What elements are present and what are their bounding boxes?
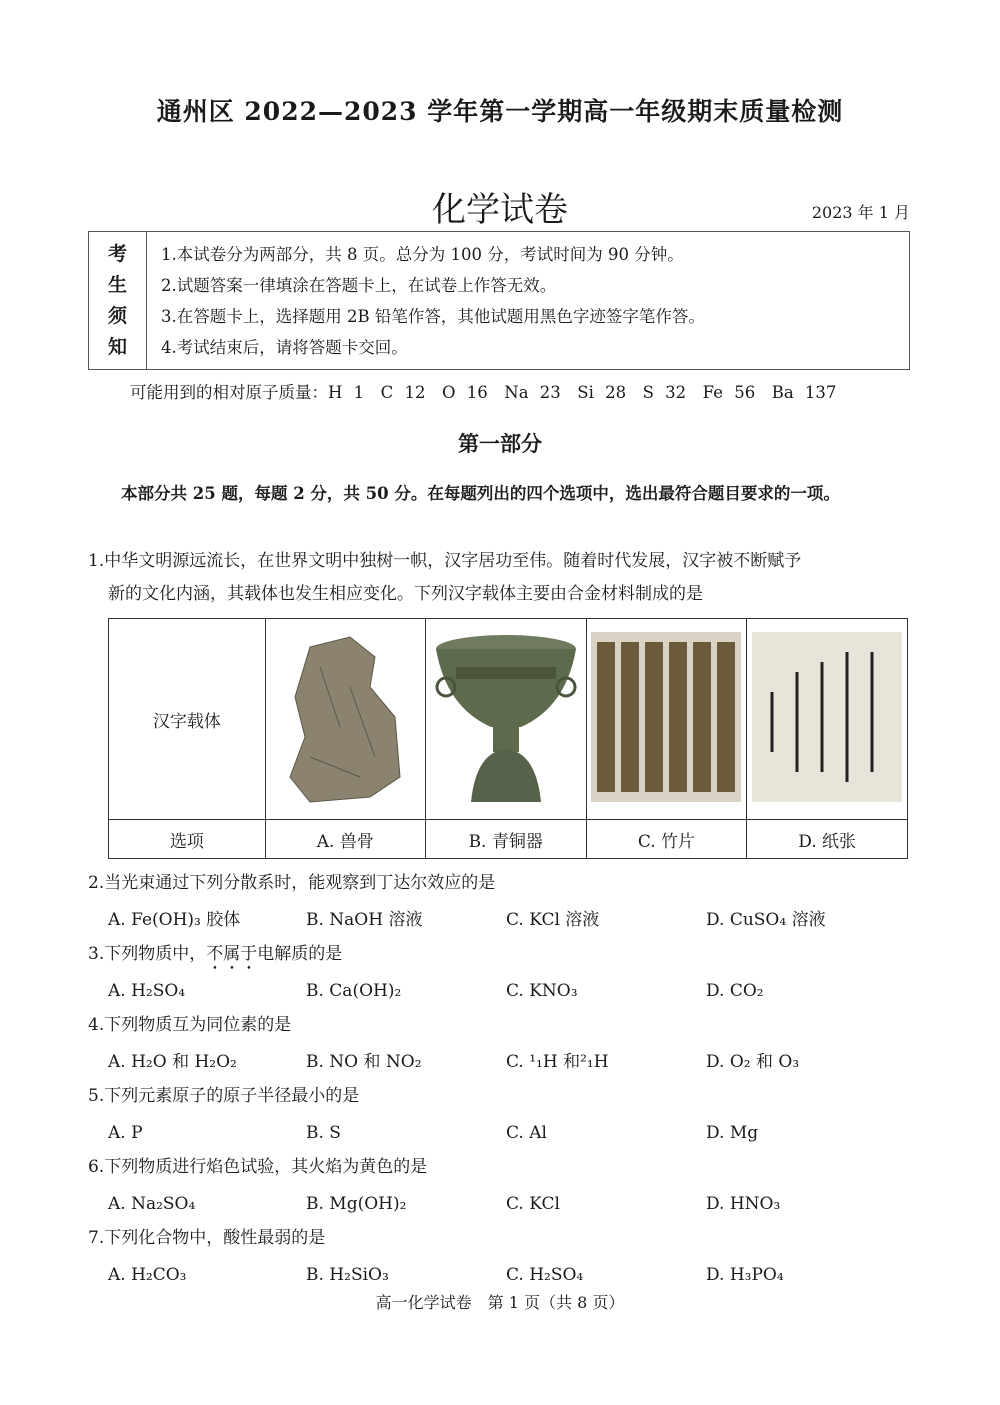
emphasis-text: 不属于 [206,944,258,964]
option-header: 选项 [109,820,266,859]
question-stem [88,1221,912,1258]
option-a: A. Fe(OH)₃ 胶体 [108,910,241,930]
carrier-table [108,618,908,859]
question-options [88,1258,912,1292]
stem-text: 电解质的是 [257,944,343,964]
question-options [88,1045,912,1079]
stem-text: 6.下列物质进行焰色试验，其火焰为黄色的是 [88,1157,428,1177]
option-a: A. 兽骨 [265,820,425,859]
option-d: D. 纸张 [747,820,908,859]
notice-item: 4.考试结束后，请将答题卡交回。 [161,338,408,357]
option-d: D. O₂ 和 O₃ [706,1052,800,1072]
part-title: 第一部分 [458,431,542,456]
option-d: D. CuSO₄ 溶液 [706,910,826,930]
question-options [88,1187,912,1221]
option-b: B. NO 和 NO₂ [306,1052,422,1072]
option-a: A. H₂O 和 H₂O₂ [108,1052,237,1072]
stem-text: 3.下列物质中， [88,944,207,964]
stem-text: 7.下列化合物中，酸性最弱的是 [88,1228,326,1248]
option-a: A. H₂CO₃ [108,1265,187,1285]
option-c: C. KCl 溶液 [506,910,600,930]
option-c: C. KCl [506,1194,560,1214]
option-a: A. H₂SO₄ [108,981,186,1001]
option-b: B. H₂SiO₃ [306,1265,389,1285]
question-stem-cont: 新的文化内涵，其载体也发生相应变化。下列汉字载体主要由合金材料制成的是 [108,584,703,604]
stem-text: 5.下列元素原子的原子半径最小的是 [88,1086,360,1106]
question-stem [88,866,912,903]
option-c: C. H₂SO₄ [506,1265,584,1285]
notice-box [88,231,910,370]
stem-text: 4.下列物质互为同位素的是 [88,1015,292,1035]
notice-label [89,232,147,369]
question-stem [88,1079,912,1116]
notice-label-char: 须 [107,304,127,327]
question-options [88,903,912,937]
image-paper-calligraphy [747,619,908,820]
row-header: 汉字载体 [109,619,266,820]
option-b: B. NaOH 溶液 [306,910,423,930]
question-list [88,866,912,1292]
image-bronze-vessel [425,619,586,820]
atomic-masses: 可能用到的相对原子质量：H 1 C 12 O 16 Na 23 Si 28 S 32 Fe 56 Ba 137 [130,383,837,402]
option-a: A. P [108,1123,143,1143]
option-c: C. ¹₁H 和²₁H [506,1052,609,1072]
part-instructions: 本部分共 25 题，每题 2 分，共 50 分。在每题列出的四个选项中，选出最符合题目要求的一项。 [121,484,840,503]
question-options [88,974,912,1008]
question-stem [88,937,912,974]
question-stem [88,1008,912,1045]
option-b: B. Ca(OH)₂ [306,981,402,1001]
image-bamboo-slips [586,619,747,820]
image-bone [265,619,425,820]
stem-text: 2.当光束通过下列分散系时，能观察到丁达尔效应的是 [88,873,496,893]
option-c: C. KNO₃ [506,981,578,1001]
notice-item: 3.在答题卡上，选择题用 2B 铅笔作答，其他试题用黑色字迹签字笔作答。 [161,307,705,326]
option-c: C. 竹片 [586,820,747,859]
option-d: D. H₃PO₄ [706,1265,784,1285]
page-footer: 高一化学试卷 第 1 页（共 8 页） [375,1293,625,1312]
option-d: D. Mg [706,1123,759,1143]
notice-label-char: 知 [107,335,127,358]
notice-label-char: 考 [107,242,127,265]
subject-title: 化学试卷 [432,190,568,230]
exam-date: 2023 年 1 月 [811,203,910,222]
notice-item: 1.本试卷分为两部分，共 8 页。总分为 100 分，考试时间为 90 分钟。 [161,245,684,264]
option-b: B. 青铜器 [425,820,586,859]
question-stem: 1.中华文明源远流长，在世界文明中独树一帜，汉字居功至伟。随着时代发展，汉字被不断赋予 [88,551,802,571]
question-stem [88,1150,912,1187]
option-d: D. CO₂ [706,981,764,1001]
option-a: A. Na₂SO₄ [108,1194,196,1214]
exam-title: 通州区 2022—2023 学年第一学期高一年级期末质量检测 [156,97,844,126]
option-c: C. Al [506,1123,547,1143]
notice-label-char: 生 [107,273,127,296]
question-options [88,1116,912,1150]
option-b: B. Mg(OH)₂ [306,1194,407,1214]
option-d: D. HNO₃ [706,1194,781,1214]
option-b: B. S [306,1123,341,1143]
notice-item: 2.试题答案一律填涂在答题卡上，在试卷上作答无效。 [161,276,557,295]
question-1 [88,545,912,611]
notice-list [147,232,705,369]
